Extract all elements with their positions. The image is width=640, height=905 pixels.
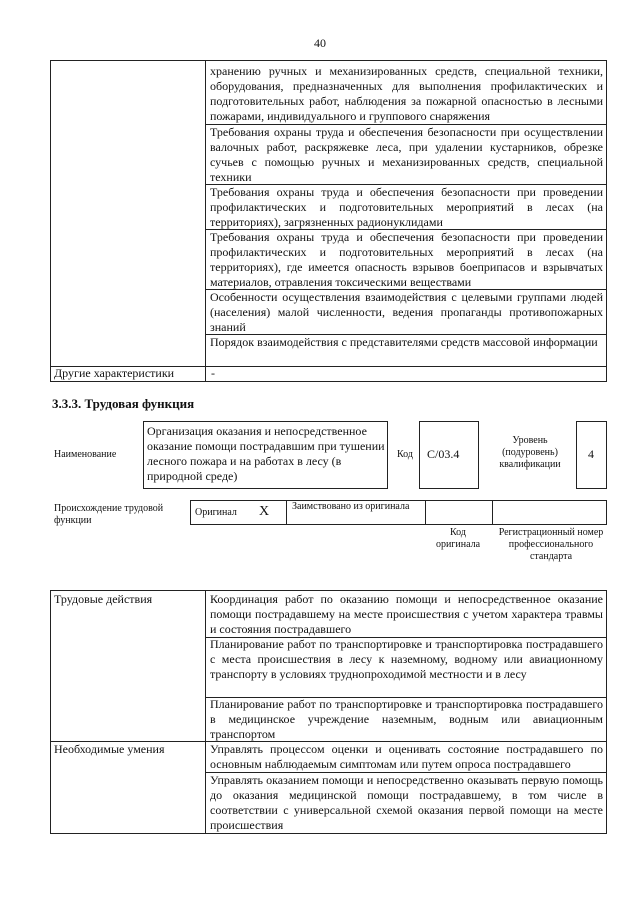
top-table-row: Особенности осуществления взаимодействия с целевыми группами людей (населения) малой численности, ведения пропаганды противопожарных знаний xyxy=(210,290,603,334)
code-value: C/03.4 xyxy=(427,447,460,461)
code-original-caption: Код оригинала xyxy=(435,527,481,550)
level-label: Уровень (подуровень) квалификации xyxy=(499,435,561,470)
labor-action-item: Планирование работ по транспортировке и транспортировка пострадавшего в медицинское учреждение наземным, водным или авиационным транспортом xyxy=(210,697,603,741)
code-label: Код xyxy=(397,449,413,460)
page-number: 40 xyxy=(314,36,326,50)
top-table-row: Порядок взаимодействия с представителями средств массовой информации xyxy=(210,335,598,349)
skills-label: Необходимые умения xyxy=(54,742,165,756)
labor-action-item: Планирование работ по транспортировке и транспортировка пострадавшего с места происшествия в лесу к наземному, водному или авиационному транспорту в условиях труднопроходимой местности и в лесу xyxy=(210,637,603,681)
original-label: Оригинал xyxy=(195,507,237,518)
top-table-row: хранению ручных и механизированных средств, специальной техники, оборудования, предназначенных для выполнения профилактических и подготовительных работ, наблюдения за пожарной опасностью в лесными пожарами, индивидуального и группового снаряжения xyxy=(210,64,603,123)
section-heading: 3.3.3. Трудовая функция xyxy=(52,396,195,411)
function-name: Организация оказания и непосредственное оказание помощи пострадавшим при тушении лесного пожара и на работах в лесу (в природной среде) xyxy=(147,424,385,483)
other-characteristics-value: - xyxy=(211,366,215,380)
labor-actions-label: Трудовые действия xyxy=(54,592,153,606)
top-table-row: Требования охраны труда и обеспечения безопасности при проведении профилактических и подготовительных мероприятий в лесах (на территориях), где имеется опасность взрывов боеприпасов и взрывчатых материалов, отравления токсическими веществами xyxy=(210,230,603,289)
level-value: 4 xyxy=(588,447,594,461)
labor-action-item: Координация работ по оказанию помощи и непосредственное оказание помощи пострадавшему на месте происшествия с учетом характера травмы и состояния пострадавшего xyxy=(210,592,603,636)
registration-number-caption: Регистрационный номер профессионального стандарта xyxy=(498,527,604,562)
name-label: Наименование xyxy=(54,449,117,460)
skill-item: Управлять оказанием помощи и непосредственно оказывать первую помощь до оказания медицинской помощи пострадавшему, в том числе в соответствии с универсальной схемой оказания первой помощи на месте происшествия xyxy=(210,773,603,832)
top-table-row: Требования охраны труда и обеспечения безопасности при проведении профилактических и подготовительных мероприятий в лесах (на территориях), загрязненных радионуклидами xyxy=(210,185,603,229)
borrowed-label: Заимствовано из оригинала xyxy=(292,501,410,512)
skill-item: Управлять процессом оценки и оценивать состояние пострадавшего по основным наблюдаемым симптомам или путем опроса пострадавшего xyxy=(210,742,603,771)
other-characteristics-label: Другие характеристики xyxy=(54,366,175,380)
origin-label: Происхождение трудовой функции xyxy=(54,503,164,526)
original-mark: X xyxy=(259,504,270,519)
top-table-row: Требования охраны труда и обеспечения безопасности при осуществлении валочных работ, раскряжевке леса, при удалении кустарников, обрезке сучьев с помощью ручных и механизированных средств, специальной техники xyxy=(210,125,603,184)
